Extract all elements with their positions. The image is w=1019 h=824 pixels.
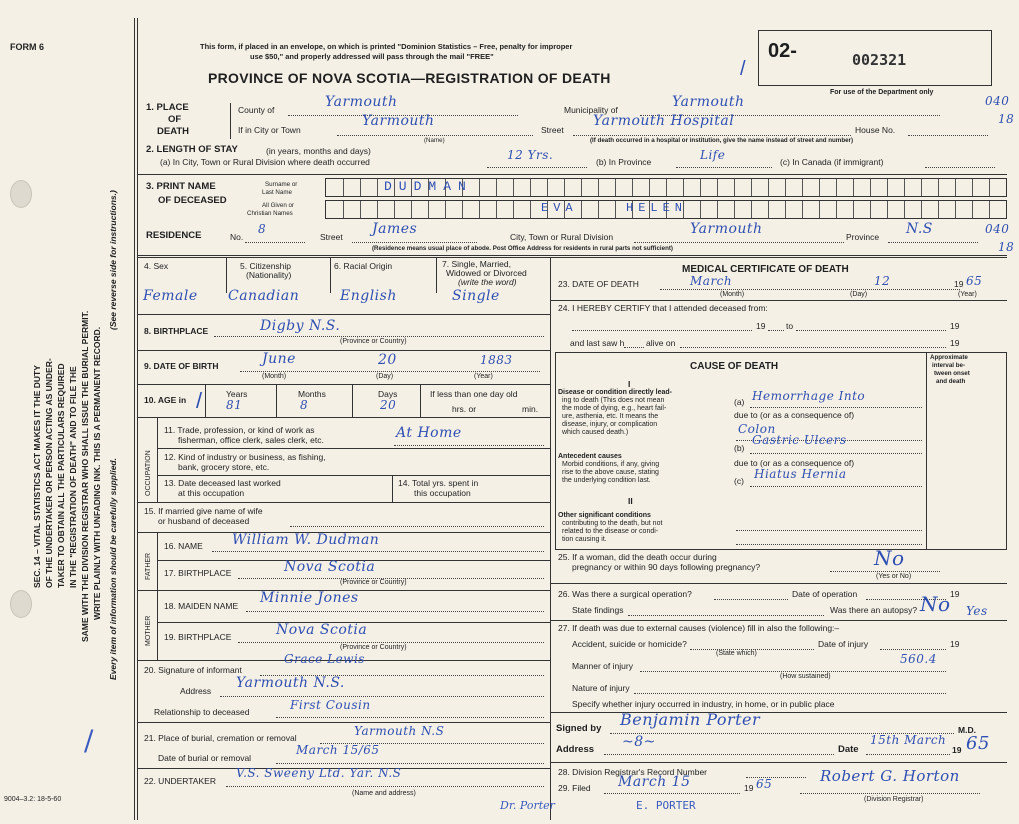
age-min-label: min. xyxy=(522,404,539,414)
trade-label-1: 11. Trade, profession, or kind of work as xyxy=(164,425,315,435)
certify-year-1: 19 xyxy=(756,321,766,331)
informant-address-value: Yarmouth N.S. xyxy=(236,675,345,691)
filed-year-value: 65 xyxy=(756,777,773,791)
name-label-2: OF DECEASED xyxy=(158,195,227,206)
father-birthplace-value: Nova Scotia xyxy=(284,559,376,575)
age-days-value: 20 xyxy=(380,398,397,412)
surname-label-2: Last Name xyxy=(262,189,292,196)
father-name-value: William W. Dudman xyxy=(232,532,380,548)
dob-month: June xyxy=(262,351,296,367)
filed-year-prefix: 19 xyxy=(744,783,754,793)
notice-line-1: This form, if placed in an envelope, on which is printed "Dominion Statistics – Free, penalty for improper xyxy=(200,42,573,51)
burial-date-value: March 15/65 xyxy=(296,743,380,757)
physician-address-label: Address xyxy=(556,744,595,755)
cause-a-value: Hemorrhage Into xyxy=(752,389,866,403)
dod-month-value: March xyxy=(690,274,733,288)
injury-date-label: Date of injury xyxy=(818,639,869,649)
registrar-signature: Robert G. Horton xyxy=(820,767,960,785)
sidebar-line-7: Every item of information should be carefully supplied. xyxy=(108,458,118,680)
certify-year-2: 19 xyxy=(950,321,960,331)
house-label: House No. xyxy=(855,125,896,135)
last-saw-label: and last saw h xyxy=(570,338,625,348)
place-label-1: 1. PLACE xyxy=(146,102,189,113)
dob-day-caption: (Day) xyxy=(376,373,394,380)
industry-label-1: 12. Kind of industry or business, as fishing, xyxy=(164,452,326,462)
certificate-date-value: 15th March xyxy=(870,733,947,747)
father-name-label: 16. NAME xyxy=(164,541,203,551)
citizenship-value: Canadian xyxy=(228,288,300,304)
due-to-1-label: due to (or as a consequence of) xyxy=(734,410,855,420)
residence-label: RESIDENCE xyxy=(146,230,202,241)
other-label-1: Other significant conditions xyxy=(558,512,651,519)
age-years-value: 81 xyxy=(226,398,243,412)
division-registrar-caption: (Division Registrar) xyxy=(864,796,924,803)
other-label-2: contributing to the death, but not xyxy=(562,520,663,527)
roman-one: I xyxy=(628,379,631,389)
dept-code-4: 18 xyxy=(998,240,1015,254)
pregnancy-question-2: pregnancy or within 90 days following pregnancy? xyxy=(572,562,761,572)
autopsy-yes-mark: Yes xyxy=(966,604,988,618)
pregnancy-caption: (Yes or No) xyxy=(876,573,912,580)
marital-label-3: (write the word) xyxy=(458,277,517,287)
manner-label: Manner of injury xyxy=(572,661,633,671)
certificate-year-prefix: 19 xyxy=(952,745,962,755)
dob-day: 20 xyxy=(378,352,397,368)
residence-no-label: No. xyxy=(230,232,244,242)
dod-day-caption: (Day) xyxy=(850,291,868,298)
birthplace-label: 8. BIRTHPLACE xyxy=(144,326,209,336)
undertaker-value: V.S. Sweeny Ltd. Yar. N.S xyxy=(236,766,402,780)
informant-signature-label: 20. Signature of informant xyxy=(144,665,242,675)
frame-left xyxy=(134,18,135,820)
dod-month-caption: (Month) xyxy=(720,291,745,298)
age-pen-mark: / xyxy=(196,388,203,413)
operation-date-label: Date of operation xyxy=(792,589,858,599)
certificate-year-value: 65 xyxy=(966,733,990,754)
mother-maiden-label: 18. MAIDEN NAME xyxy=(164,601,239,611)
signed-by-label: Signed by xyxy=(556,723,602,734)
given-value-2: HELEN xyxy=(626,201,688,215)
burial-place-label: 21. Place of burial, cremation or removal xyxy=(144,733,297,743)
age-hrs-label: hrs. or xyxy=(452,404,477,414)
antecedent-title: Antecedent causes xyxy=(558,453,622,460)
place-label-2: OF xyxy=(168,114,182,125)
notice-line-2: use $50," and properly addressed will pass through the mail "FREE" xyxy=(250,52,494,61)
occupation-side-label: OCCUPATION xyxy=(145,450,152,496)
total-years-label-2: this occupation xyxy=(414,488,471,498)
birthplace-caption: (Province or Country) xyxy=(340,338,407,345)
pregnancy-answer: No xyxy=(874,546,905,570)
residence-note: (Residence means usual place of abode. Post Office Address for residents in rural parts not sufficient) xyxy=(372,245,673,252)
bottom-note-2: E. PORTER xyxy=(636,799,696,812)
other-label-3: related to the disease or condi- xyxy=(562,528,659,535)
disease-label-4: ure, asthenia, etc. It means the xyxy=(562,413,659,420)
dob-label: 9. DATE OF BIRTH xyxy=(144,361,219,371)
residence-street-value: James xyxy=(372,221,418,237)
dod-year-prefix: 19 xyxy=(954,279,964,289)
cause-b-value: Gastric Ulcers xyxy=(752,433,847,447)
residence-city-value: Yarmouth xyxy=(690,221,763,237)
city-label: If in City or Town xyxy=(238,125,301,135)
stay-b-label: (b) In Province xyxy=(596,157,652,167)
how-sustained-caption: (How sustained) xyxy=(780,673,831,680)
dept-code-1: 040 xyxy=(985,94,1010,108)
surname-label-1: Surname or xyxy=(265,181,298,188)
dod-year-caption: (Year) xyxy=(958,291,977,298)
dept-code-3: 040 xyxy=(985,222,1010,236)
total-years-label-1: 14. Total yrs. spent in xyxy=(398,478,479,488)
mother-birthplace-label: 19. BIRTHPLACE xyxy=(164,632,232,642)
alive-on-year: 19 xyxy=(950,338,960,348)
citizenship-sub: (Nationality) xyxy=(246,270,292,280)
industry-label-2: bank, grocery store, etc. xyxy=(178,462,270,472)
colon-value: Colon xyxy=(738,422,776,436)
disease-label-1: Disease or condition directly lead- xyxy=(558,389,672,396)
footer-code: 9004–3.2: 18-5-60 xyxy=(4,796,62,803)
registration-number: 002321 xyxy=(852,51,907,69)
filed-date-value: March 15 xyxy=(618,774,691,790)
autopsy-label: Was there an autopsy? xyxy=(830,605,918,615)
sidebar-line-4: IN THE "REGISTRATION OF DEATH" AND TO FILE THE xyxy=(68,366,78,588)
cause-c-value: Hiatus Hernia xyxy=(754,467,847,481)
mother-birthplace-value: Nova Scotia xyxy=(276,622,368,638)
residence-street-label: Street xyxy=(320,232,343,242)
burial-place-value: Yarmouth N.S xyxy=(354,724,445,738)
spouse-label-1: 15. If married give name of wife xyxy=(144,506,263,516)
racial-label: 6. Racial Origin xyxy=(334,261,393,271)
md-label: M.D. xyxy=(958,725,976,735)
burial-date-label: Date of burial or removal xyxy=(158,753,252,763)
roman-two: II xyxy=(628,496,633,506)
certify-to-label: to xyxy=(786,321,794,331)
stay-c-label: (c) In Canada (if immigrant) xyxy=(780,157,884,167)
mother-side-label: MOTHER xyxy=(145,615,152,646)
street-label: Street xyxy=(541,125,564,135)
undertaker-label: 22. UNDERTAKER xyxy=(144,776,216,786)
injury-year: 19 xyxy=(950,639,960,649)
disease-label-2: ing to death (This does not mean xyxy=(562,397,665,404)
physician-address-mark: ~8~ xyxy=(622,734,656,750)
age-label: 10. AGE in xyxy=(144,395,187,405)
accident-label: Accident, suicide or homicide? xyxy=(572,639,687,649)
pen-check-mark: / xyxy=(84,724,94,757)
sex-label: 4. Sex xyxy=(144,261,169,271)
spouse-label-2: or husband of deceased xyxy=(158,516,250,526)
age-months-value: 8 xyxy=(300,398,309,412)
due-to-2-label: due to (or as a consequence of) xyxy=(734,458,855,468)
interval-label-4: and death xyxy=(936,378,966,385)
place-label-3: DEATH xyxy=(157,126,190,137)
sidebar-line-6: WRITE PLAINLY WITH UNFADING INK. THIS IS A PERMANENT RECORD. xyxy=(92,326,102,620)
dob-month-caption: (Month) xyxy=(262,373,287,380)
certify-label: 24. I HEREBY CERTIFY that I attended deceased from: xyxy=(558,303,768,313)
trade-label-2: fisherman, office clerk, sales clerk, etc. xyxy=(178,435,324,445)
county-label: County of xyxy=(238,105,275,115)
relationship-label: Relationship to deceased xyxy=(154,707,250,717)
sidebar-line-1: SEC. 14 – VITAL STATISTICS ACT MAKES IT THE DUTY xyxy=(32,365,42,588)
specify-label: Specify whether injury occurred in industry, in home, or in public place xyxy=(572,699,835,709)
state-which-caption: (State which) xyxy=(716,650,757,657)
interval-label-2: interval be- xyxy=(932,362,966,369)
autopsy-answer: No xyxy=(920,592,951,616)
stay-a-label: (a) In City, Town or Rural Division where death occurred xyxy=(160,157,370,167)
trade-value: At Home xyxy=(396,425,462,441)
given-label-2: Christian Names xyxy=(247,210,293,217)
stay-b-value: Life xyxy=(700,148,726,162)
residence-province-value: N.S xyxy=(906,221,933,237)
state-findings-label: State findings xyxy=(572,605,624,615)
cause-c-label: (c) xyxy=(734,476,744,486)
disease-label-5: disease, injury, or complication xyxy=(562,421,658,428)
antecedent-label-3: the underlying condition last. xyxy=(562,477,651,484)
punch-hole-bottom xyxy=(10,590,32,618)
center-divider xyxy=(550,257,551,820)
filed-label: 29. Filed xyxy=(558,783,591,793)
last-worked-label-1: 13. Date deceased last worked xyxy=(164,478,281,488)
injury-code-value: 560.4 xyxy=(900,652,937,666)
sex-value: Female xyxy=(143,288,198,304)
given-value-1: EVA xyxy=(541,201,578,215)
residence-province-label: Province xyxy=(846,232,880,242)
father-side-label: FATHER xyxy=(145,552,152,580)
disease-label-3: the mode of dying, e.g., heart fail- xyxy=(562,405,667,412)
street-value: Yarmouth Hospital xyxy=(593,113,735,129)
dod-label: 23. DATE OF DEATH xyxy=(558,279,639,289)
dob-year-caption: (Year) xyxy=(474,373,493,380)
record-number-label: 28. Division Registrar's Record Number xyxy=(558,767,708,777)
sidebar-line-2: OF THE UNDERTAKER OR PERSON ACTING AS UNDER- xyxy=(44,358,54,588)
residence-no-value: 8 xyxy=(258,222,267,236)
marital-label-1: 7. Single, Married, xyxy=(442,259,511,269)
cause-title: CAUSE OF DEATH xyxy=(690,361,779,372)
dod-day-value: 12 xyxy=(874,274,891,288)
father-birthplace-label: 17. BIRTHPLACE xyxy=(164,568,232,578)
pregnancy-question-1: 25. If a woman, did the death occur during xyxy=(558,552,717,562)
punch-hole-top xyxy=(10,180,32,208)
dept-code-2: 18 xyxy=(998,112,1015,126)
antecedent-label-2: rise to the above cause, stating xyxy=(562,469,659,476)
death-registration-form: FORM 6 9004–3.2: 18-5-60 SEC. 14 – VITAL STATISTICS ACT MAKES IT THE DUTY OF THE UNDERTAKER OR PERSON ACTING AS UNDER- TAKER TO OBTAIN ALL THE PARTICULARS REQUIRED IN THE "REGISTRATION OF DEATH" AND TO FILE THE SAME WITH THE DIVISION REGISTRAR WHO SHALL ISSUE THE BURIAL PERMIT. WRITE PLAINLY WITH UNFADING INK. THIS IS A PERMANENT RECORD. Every item of information should be carefully supplied. (See reverse side for instructions.) / This form, if placed in an envelope, on which is printed "Dominion Statistics – Free, penalty for improper use $50," and properly addressed will pass through the mail "FREE" PROVINCE OF NOVA SCOTIA—REGISTRATION OF DEATH 02- 002321 For use of the Department only 040 18 / 1. PLACE OF DEATH County of Yarmouth Municipality of Yarmouth If in City or Town Yarmouth (Name) Street Yarmouth Hospital House No. (If death occurred in a hospital or institution, give the name instead of street and number) 2. LENGTH OF STAY (in years, months and days) (a) In City, Town or Rural Division where death occurred 12 Yrs. (b) In Province Life (c) In Canada (if immigrant) 3. PRINT NAME OF DECEASED Surname or Last Name All Given or Christian Names DUDMAN EVA HELEN RESIDENCE No. 8 Street James City, Town or Rural Division Yarmouth Province N.S 040 18 (Residence means usual place of abode. Post Office Address for residents in rural parts not sufficient) 4. Sex 5. Citizenship (Nationality) 6. Racial Origin 7. Single, Married, Widowed or Divorced (write the word) Female Canadian English Single 8. BIRTHPLACE Digby N.S. (Province or Country) 9. DATE OF BIRTH June 20 1883 (Month) (Day) (Year) 10. AGE in Years Months Days If less than one day old 81 8 20 hrs. or min. / OCCUPATION 11. Trade, profession, or kind of work as fisherman, office clerk, sales clerk, etc. At Home 12. Kind of industry or business, as fishing, bank, grocery store, etc. 13. Date deceased last worked at this occupation 14. Total yrs. spent in this occupation 15. If married give name of wife or husband of deceased FATHER 16. NAME William W. Dudman 17. BIRTHPLACE Nova Scotia (Province or Country) MOTHER 18. MAIDEN NAME Minnie Jones 19. BIRTHPLACE Nova Scotia (Province or Country) 20. Signature of informant Grace Lewis Address Yarmouth N.S. Relationship to deceased First Cousin 21. Place of burial, cremation or removal Yarmouth N.S Date of burial or removal March 15/65 22. UNDERTAKER V.S. Sweeny Ltd. Yar. N.S (Name and address) MEDICAL CERTIFICATE OF DEATH 23. DATE OF DEATH March 12 19 65 (Month) (Day) (Year) 24. I HEREBY CERTIFY that I attended deceased from: 19 to 19 and last saw h alive on 19 CAUSE OF DEATH Approximate interval be- tween onset and death I Disease or condition directly lead- ing to death (This does not mean the mode of dying, e.g., heart fail- ure, asthenia, etc. It means the disease, injury, or complication which caused death.) (a) Hemorrhage Into due to (or as a consequence of) Colon Antecedent causes Morbid conditions, if any, giving rise to the above cause, stating the underlying condition last. (b) Gastric Ulcers due to (or as a consequence of) (c) Hiatus Hernia II Other significant conditions contributing to the death, but not related to the disease or condi- tion causing it. 25. If a woman, did the death occur during pregnancy or within 90 days following pregnancy? No (Yes or No) 26. Was there a surgical operation? Date of operation 19 State findings Was there an autopsy? No Yes 27. If death was due to external causes (violence) fill in also the following:– Accident, suicide or homicide? Date of injury 19 (State which) Manner of injury 560.4 (How sustained) Nature of injury Specify whether injury occurred in industry, in home, or in public place Signed by Benjamin Porter M.D. Address ~8~ Date 15th March 19 65 28. Division Registrar's Record Number 29. Filed March 15 19 65 Robert G. Horton (Division Registrar) Dr. Porter E. PORTER xyxy=(0,0,1019,824)
form-title: PROVINCE OF NOVA SCOTIA—REGISTRATION OF DEATH xyxy=(208,70,611,86)
antecedent-label-1: Morbid conditions, if any, giving xyxy=(562,461,660,468)
city-name-caption: (Name) xyxy=(424,137,445,144)
alive-on-label: alive on xyxy=(646,338,676,348)
given-label-1: All Given or xyxy=(262,202,294,209)
name-label-1: 3. PRINT NAME xyxy=(146,181,216,192)
external-causes-label: 27. If death was due to external causes (violence) fill in also the following:– xyxy=(558,623,840,633)
disease-label-6: which caused death.) xyxy=(562,429,629,436)
bottom-note-1: Dr. Porter xyxy=(500,799,555,812)
age-months-label: Months xyxy=(298,389,326,399)
form-number: FORM 6 xyxy=(10,42,45,52)
interval-label-1: Approximate xyxy=(930,354,968,361)
city-value: Yarmouth xyxy=(362,113,435,129)
birthplace-value: Digby N.S. xyxy=(260,318,341,334)
certificate-date-label: Date xyxy=(838,744,859,755)
municipality-label: Municipality of xyxy=(564,105,618,115)
other-label-4: tion causing it. xyxy=(562,536,607,543)
marital-value: Single xyxy=(452,288,500,304)
stay-label: 2. LENGTH OF STAY xyxy=(146,144,238,155)
undertaker-caption: (Name and address) xyxy=(352,790,416,797)
residence-city-label: City, Town or Rural Division xyxy=(510,232,614,242)
stay-sublabel: (in years, months and days) xyxy=(266,146,371,156)
stay-a-value: 12 Yrs. xyxy=(507,148,554,162)
age-years-label: Years xyxy=(226,389,248,399)
relationship-value: First Cousin xyxy=(290,698,371,712)
nature-label: Nature of injury xyxy=(572,683,630,693)
age-days-label: Days xyxy=(378,389,398,399)
citizenship-label: 5. Citizenship xyxy=(240,261,292,271)
sidebar-line-5: SAME WITH THE DIVISION REGISTRAR WHO SHALL ISSUE THE BURIAL PERMIT. xyxy=(80,310,90,642)
marital-label-2: Widowed or Divorced xyxy=(446,268,527,278)
mother-maiden-value: Minnie Jones xyxy=(260,590,359,606)
informant-address-label: Address xyxy=(180,686,212,696)
operation-year: 19 xyxy=(950,589,960,599)
age-less-than-day-label: If less than one day old xyxy=(430,389,518,399)
county-value: Yarmouth xyxy=(325,94,398,110)
informant-signature-value: Grace Lewis xyxy=(284,652,365,666)
mother-birthplace-caption: (Province or Country) xyxy=(340,644,407,651)
sidebar-line-8: (See reverse side for instructions.) xyxy=(108,190,118,330)
surgery-question: 26. Was there a surgical operation? xyxy=(558,589,692,599)
registration-prefix: 02- xyxy=(768,40,797,62)
dept-use-label: For use of the Department only xyxy=(830,89,934,96)
father-birthplace-caption: (Province or Country) xyxy=(340,579,407,586)
physician-signature: Benjamin Porter xyxy=(620,710,761,729)
municipality-value: Yarmouth xyxy=(672,94,745,110)
surname-value: DUDMAN xyxy=(384,179,473,194)
sidebar-line-3: TAKER TO OBTAIN ALL THE PARTICULARS REQUIRED xyxy=(56,363,66,588)
last-worked-label-2: at this occupation xyxy=(178,488,245,498)
dod-year-value: 65 xyxy=(966,274,983,288)
racial-value: English xyxy=(340,288,397,304)
cause-a-label: (a) xyxy=(734,397,745,407)
cause-b-label: (b) xyxy=(734,443,745,453)
hospital-note: (If death occurred in a hospital or institution, give the name instead of street and number) xyxy=(590,137,854,144)
dob-year: 1883 xyxy=(480,353,513,367)
interval-label-3: tween onset xyxy=(934,370,970,377)
medical-title: MEDICAL CERTIFICATE OF DEATH xyxy=(682,264,849,275)
